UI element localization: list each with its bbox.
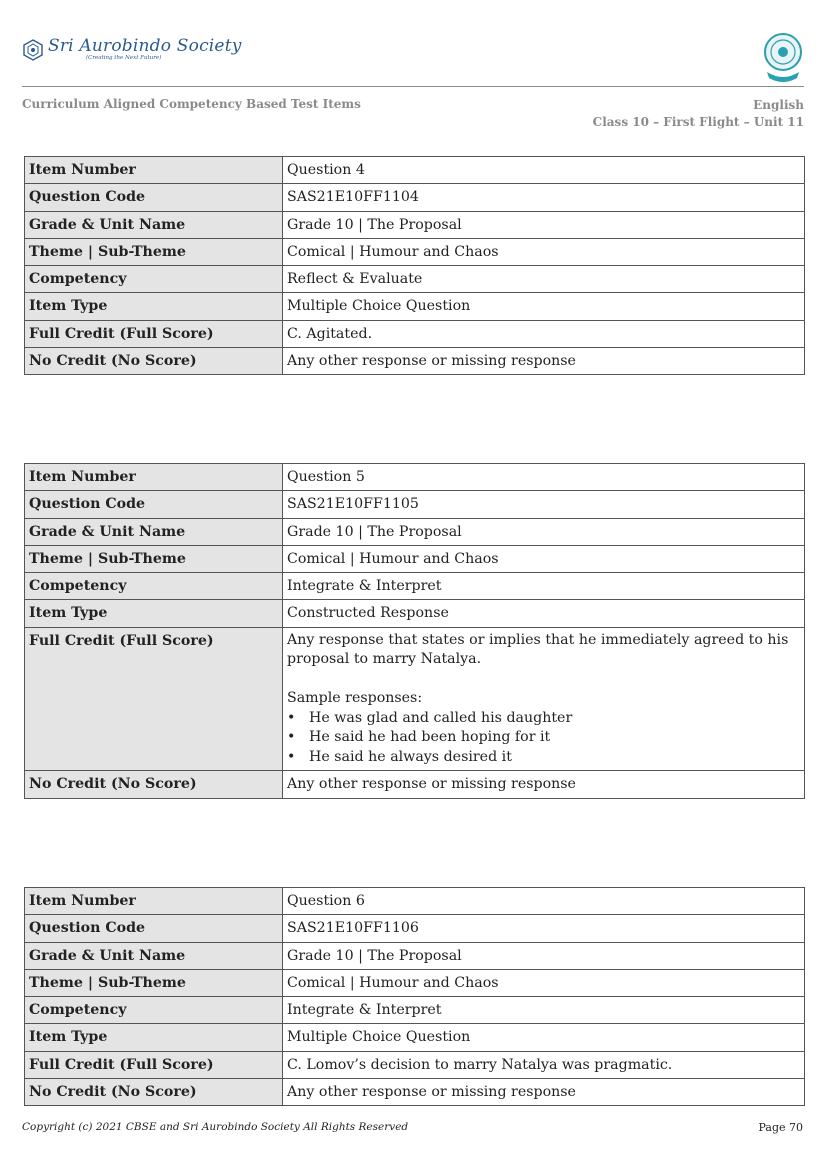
table-row [25,545,805,572]
question-code: SAS21E10FF1104 [283,184,805,211]
row-label: Full Credit (Full Score) [25,320,283,347]
full-credit: C. Lomov’s decision to marry Natalya was pragmatic. [283,1051,805,1078]
table-row [25,184,805,211]
table-row [25,997,805,1024]
row-label: Competency [25,997,283,1024]
sri-aurobindo-society-logo [22,38,242,62]
theme: Comical | Humour and Chaos [283,969,805,996]
competency: Integrate & Interpret [283,997,805,1024]
row-label: Item Number [25,157,283,184]
row-label: Item Type [25,293,283,320]
table-row [25,157,805,184]
list-item: • He was glad and called his daughter [287,709,800,729]
competency: Reflect & Evaluate [283,266,805,293]
row-label: No Credit (No Score) [25,348,283,375]
table-row [25,464,805,491]
no-credit: Any other response or missing response [283,1079,805,1106]
row-label: Competency [25,266,283,293]
table-row [25,888,805,915]
question-code: SAS21E10FF1106 [283,915,805,942]
no-credit: Any other response or missing response [283,771,805,798]
table-row [25,942,805,969]
logo-tagline: (Creating the Next Future) [86,55,162,61]
table-row [25,771,805,798]
grade-unit: Grade 10 | The Proposal [283,211,805,238]
class-unit: Class 10 – First Flight – Unit 11 [592,115,804,129]
table-row [25,1079,805,1106]
competency: Integrate & Interpret [283,573,805,600]
row-label: Item Type [25,600,283,627]
row-label: Question Code [25,491,283,518]
row-label: No Credit (No Score) [25,771,283,798]
item-table-question-6 [24,887,805,1106]
row-label: Question Code [25,915,283,942]
row-label: Question Code [25,184,283,211]
subject-info [593,97,804,131]
list-item: • He said he had been hoping for it [287,728,800,748]
table-row [25,238,805,265]
document-title: Curriculum Aligned Competency Based Test Items [22,97,361,111]
society-emblem-icon [22,39,44,61]
item-table-question-5 [24,463,805,799]
table-row [25,1051,805,1078]
item-number: Question 5 [283,464,805,491]
row-label: Theme | Sub-Theme [25,238,283,265]
row-label: No Credit (No Score) [25,1079,283,1106]
logo-name: Sri Aurobindo Society [48,36,242,56]
table-row [25,915,805,942]
row-label: Competency [25,573,283,600]
item-number: Question 4 [283,157,805,184]
table-row [25,320,805,347]
full-credit [283,627,805,771]
table-row [25,627,805,771]
row-label: Full Credit (Full Score) [25,1051,283,1078]
item-type: Multiple Choice Question [283,293,805,320]
item-table-question-4 [24,156,805,375]
full-credit: C. Agitated. [283,320,805,347]
full-credit-text: Any response that states or implies that he immediately agreed to his proposal to marry Natalya. [287,631,789,668]
theme: Comical | Humour and Chaos [283,545,805,572]
sample-list [287,709,800,768]
grade-unit: Grade 10 | The Proposal [283,942,805,969]
cbse-seal-icon [761,32,805,84]
table-row [25,211,805,238]
theme: Comical | Humour and Chaos [283,238,805,265]
list-item: • He said he always desired it [287,748,800,768]
row-label: Theme | Sub-Theme [25,969,283,996]
row-label: Item Type [25,1024,283,1051]
grade-unit: Grade 10 | The Proposal [283,518,805,545]
item-number: Question 6 [283,888,805,915]
header-divider [22,86,804,87]
row-label: Theme | Sub-Theme [25,545,283,572]
table-row [25,573,805,600]
row-label: Full Credit (Full Score) [25,627,283,771]
page-number: Page 70 [758,1121,803,1134]
table-row [25,491,805,518]
table-row [25,293,805,320]
table-row [25,1024,805,1051]
sample-heading: Sample responses: [287,690,423,707]
item-type: Multiple Choice Question [283,1024,805,1051]
row-label: Item Number [25,464,283,491]
subject: English [753,98,804,112]
table-row [25,518,805,545]
row-label: Item Number [25,888,283,915]
copyright: Copyright (c) 2021 CBSE and Sri Aurobindo Society All Rights Reserved [22,1121,409,1133]
row-label: Grade & Unit Name [25,211,283,238]
table-row [25,600,805,627]
no-credit: Any other response or missing response [283,348,805,375]
item-type: Constructed Response [283,600,805,627]
question-code: SAS21E10FF1105 [283,491,805,518]
table-row [25,969,805,996]
row-label: Grade & Unit Name [25,942,283,969]
table-row [25,266,805,293]
row-label: Grade & Unit Name [25,518,283,545]
table-row [25,348,805,375]
